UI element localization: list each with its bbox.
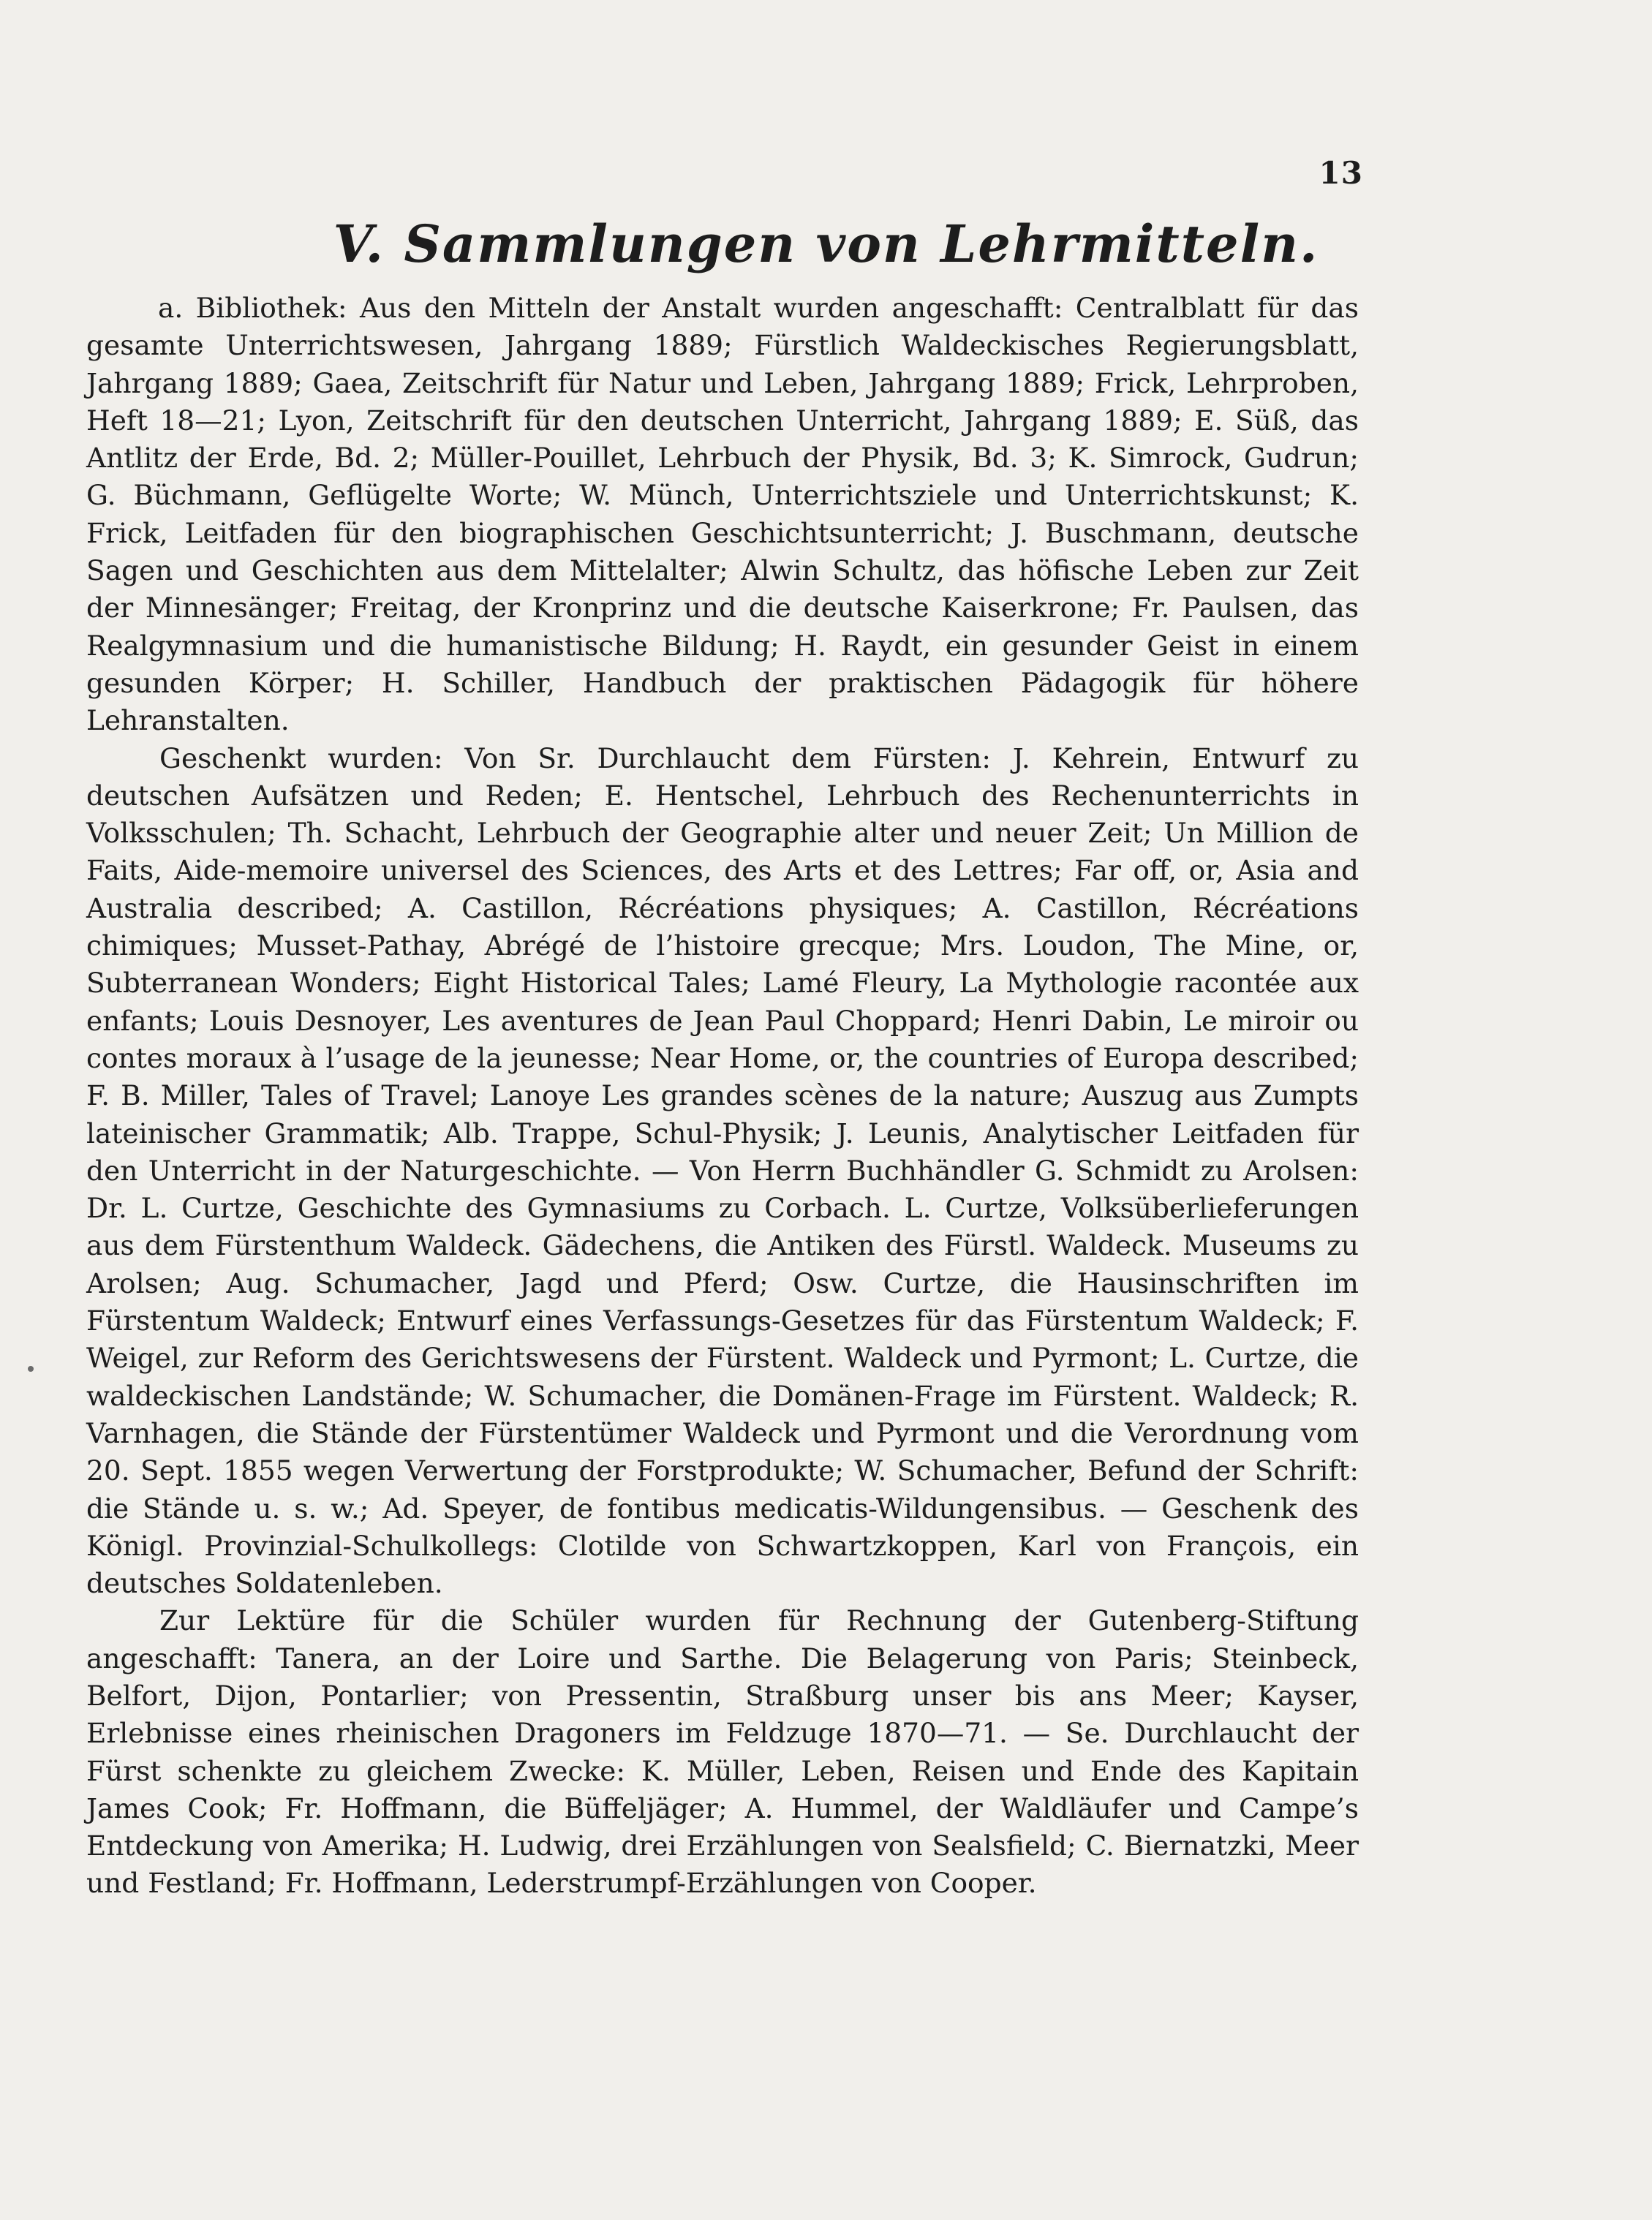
section-title: V. Sammlungen von Lehrmitteln.: [333, 214, 1319, 274]
paragraph-bibliothek: a. Bibliothek: Aus den Mitteln der Anstalt wurden angeschafft: Centralblatt für das gesamte Unterrichtswesen, Jahrgang 1889; Fürstlich Waldeckisches Regierungsblatt, Jahrgang 1889; Gaea, Zeitschrift für Natur und Leben, Jahrgang 1889; Frick, Lehrproben, Heft 18—21; Lyon, Zeitschrift für den deutschen Unterricht, Jahrgang 1889; E. Süß, das Antlitz der Erde, Bd. 2; Müller-Pouillet, Lehrbuch der Physik, Bd. 3; K. Simrock, Gudrun; G. Büchmann, Geflügelte Worte; W. Münch, Unterrichtsziele und Unterrichtskunst; K. Frick, Leitfaden für den biographischen Geschichtsunterricht; J. Buschmann, deutsche Sagen und Geschichten aus dem Mittelalter; Alwin Schultz, das höfische Leben zur Zeit der Minnesänger; Freitag, der Kronprinz und die deutsche Kaiserkrone; Fr. Paulsen, das Realgymnasium und die humanistische Bildung; H. Raydt, ein gesunder Geist in einem gesunden Körper; H. Schiller, Handbuch der praktischen Pädagogik für höhere Lehranstalten.: [86, 292, 1359, 737]
margin-speck: [28, 1366, 34, 1372]
body-text: [86, 290, 1359, 1903]
page-number: 13: [1319, 155, 1363, 191]
paragraph-geschenkt: Geschenkt wurden: Von Sr. Durchlaucht dem Fürsten: J. Kehrein, Entwurf zu deutschen Aufsätzen und Reden; E. Hentschel, Lehrbuch des Rechenunterrichts in Volksschulen; Th. Schacht, Lehrbuch der Geographie alter und neuer Zeit; Un Million de Faits, Aide-memoire universel des Sciences, des Arts et des Lettres; Far off, or, Asia and Australia described; A. Castillon, Récréations physiques; A. Castillon, Récréations chimiques; Musset-Pathay, Abrégé de l’histoire grecque; Mrs. Loudon, The Mine, or, Subterranean Wonders; Eight Historical Tales; Lamé Fleury, La Mythologie racontée aux enfants; Louis Desnoyer, Les aventures de Jean Paul Choppard; Henri Dabin, Le miroir ou contes moraux à l’usage de la jeunesse; Near Home, or, the countries of Europa described; F. B. Miller, Tales of Travel; Lanoye Les grandes scènes de la nature; Auszug aus Zumpts lateinischer Grammatik; Alb. Trappe, Schul-Physik; J. Leunis, Analytischer Leitfaden für den Unterricht in der Naturgeschichte. — Von Herrn Buchhändler G. Schmidt zu Arolsen: Dr. L. Curtze, Geschichte des Gymnasiums zu Corbach. L. Curtze, Volksüberlieferungen aus dem Fürstenthum Waldeck. Gädechens, die Antiken des Fürstl. Waldeck. Museums zu Arolsen; Aug. Schumacher, Jagd und Pferd; Osw. Curtze, die Hausinschriften im Fürstentum Waldeck; Entwurf eines Verfassungs-Gesetzes für das Fürstentum Waldeck; F. Weigel, zur Reform des Gerichtswesens der Fürstent. Waldeck und Pyrmont; L. Curtze, die waldeckischen Landstände; W. Schumacher, die Domänen-Frage im Fürstent. Waldeck; R. Varnhagen, die Stände der Fürstentümer Waldeck und Pyrmont und die Verordnung vom 20. Sept. 1855 wegen Verwertung der Forstprodukte; W. Schumacher, Befund der Schrift: die Stände u. s. w.; Ad. Speyer, de fontibus medicatis-Wildungensibus. — Geschenk des Königl. Provinzial-Schulkollegs: Clotilde von Schwartzkoppen, Karl von François, ein deutsches Soldatenleben.: [86, 741, 1359, 1600]
paragraph-lektuere: Zur Lektüre für die Schüler wurden für Rechnung der Gutenberg-Stiftung angeschafft: Tanera, an der Loire und Sarthe. Die Belagerung von Paris; Steinbeck, Belfort, Dijon, Pontarlier; von Pressentin, Straßburg unser bis ans Meer; Kayser, Erlebnisse eines rheinischen Dragoners im Feldzuge 1870—71. — Se. Durchlaucht der Fürst schenkte zu gleichem Zwecke: K. Müller, Leben, Reisen und Ende des Kapitain James Cook; Fr. Hoffmann, die Büffeljäger; A. Hummel, der Waldläufer und Campe’s Entdeckung von Amerika; H. Ludwig, drei Erzählungen von Sealsfield; C. Biernatzki, Meer und Festland; Fr. Hoffmann, Lederstrumpf-Erzählungen von Cooper.: [86, 1604, 1359, 1900]
